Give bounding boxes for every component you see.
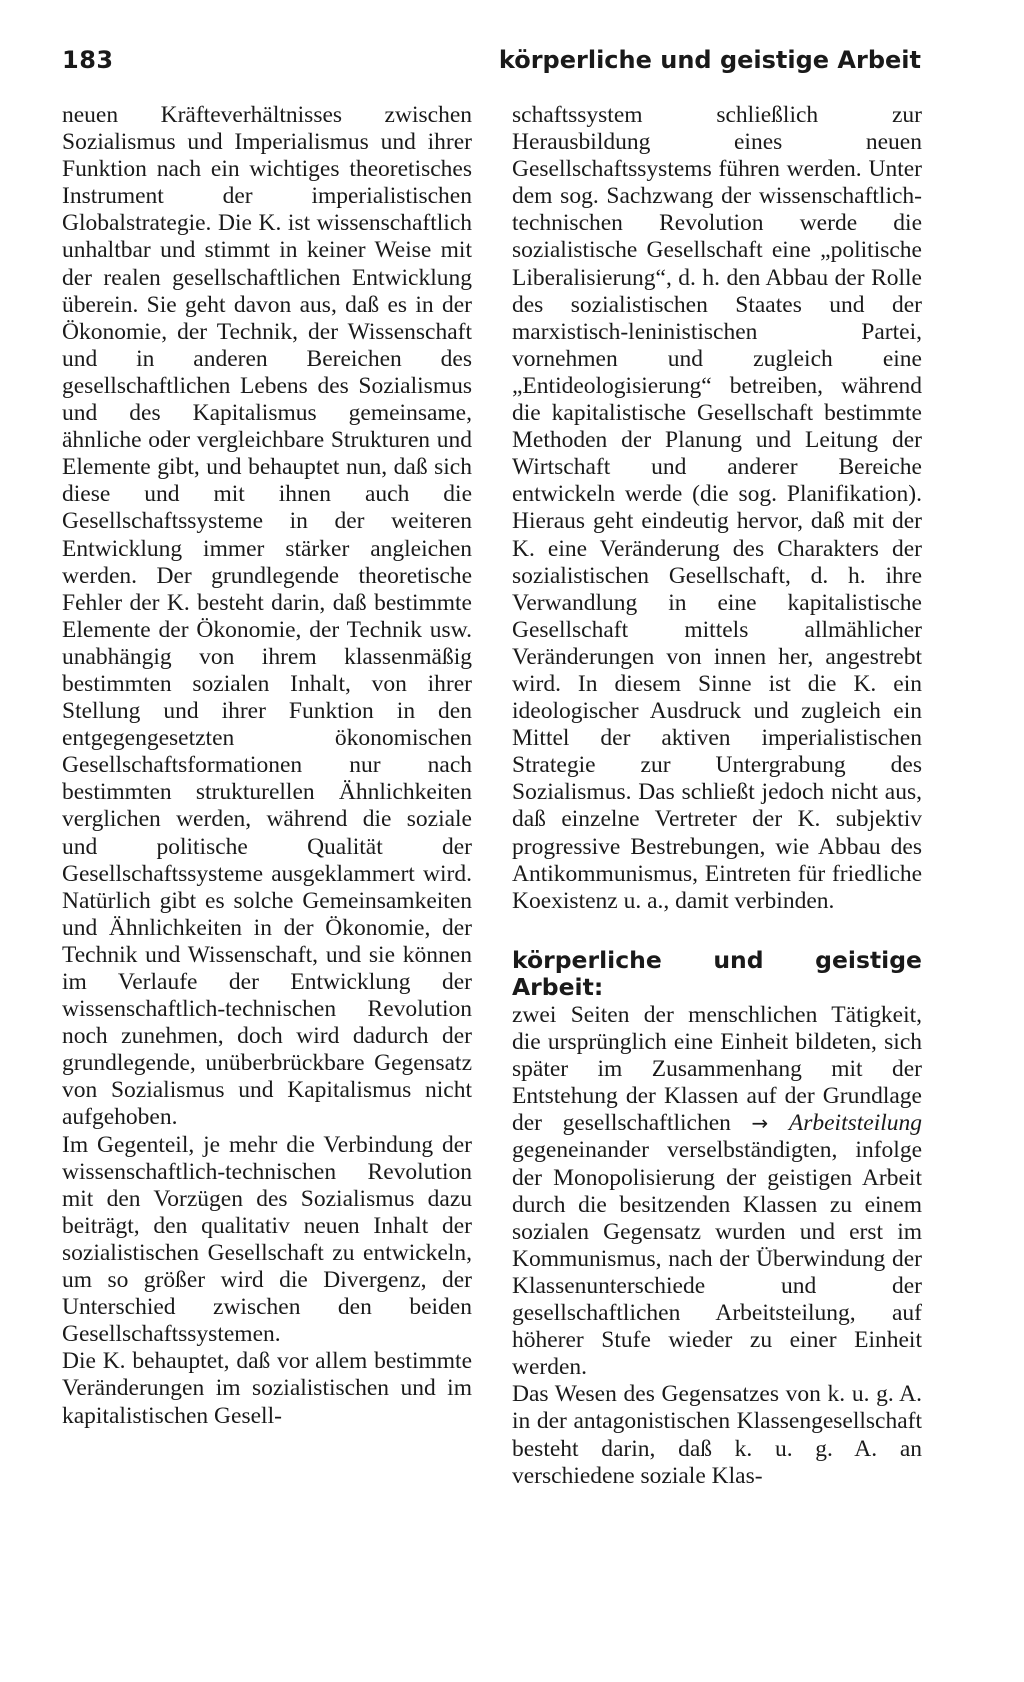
entry-text-after-ref: gegeneinander verselbständigten, infolge der Monopolisierung der geistigen Arbeit durch die besitzenden Klassen zu einem sozialen Gegensatz wurden und erst im Kommunismus, nach der Überwindung der Klassenunterschiede und der gesellschaftlichen Arbeitsteilung, auf höherer Stufe wieder zu einer Einheit werden. xyxy=(512,1137,922,1381)
left-column xyxy=(62,102,472,1430)
page-number: 183 xyxy=(62,46,114,74)
entry-paragraph-1 xyxy=(512,947,922,1382)
entry-spacer xyxy=(512,915,922,947)
entry-text-before-ref: zwei Seiten der menschlichen Tätigkeit, die ursprünglich eine Einheit bildeten, sich später im Zusammenhang mit der Entstehung der Klassen auf der Grundlage der gesellschaftlichen xyxy=(512,1002,922,1137)
right-paragraph-1: schaftssystem schließlich zur Herausbildung eines neuen Gesellschaftssystems führen werden. Unter dem sog. Sachzwang der wissenschaftlich-technischen Revolution werde die sozialistische Gesellschaft eine „politische Liberalisierung“, d. h. den Abbau der Rolle des sozialistischen Staates und der marxistisch-leninistischen Partei, vornehmen und zugleich eine „Entideologisierung“ betreiben, während die kapitalistische Gesellschaft bestimmte Methoden der Planung und Leitung der Wirtschaft und anderer Bereiche entwickeln werde (die sog. Planifikation). Hieraus geht eindeutig hervor, daß mit der K. eine Veränderung des Charakters der sozialistischen Gesellschaft, d. h. ihre Verwandlung in eine kapitalistische Gesellschaft mittels allmählicher Veränderungen von innen her, angestrebt wird. In diesem Sinne ist die K. ein ideologischer Ausdruck und zugleich ein Mittel der aktiven imperialistischen Strategie zur Untergrabung des Sozialismus. Das schließt jedoch nicht aus, daß einzelne Vertreter der K. subjektiv progressive Bestrebungen, wie Abbau des Antikommunismus, Eintreten für friedliche Koexistenz u. a., damit verbinden. xyxy=(512,102,922,914)
dictionary-entry xyxy=(512,947,922,1490)
left-paragraph-2: Im Gegenteil, je mehr die Verbindung der wissenschaftlich-technischen Revolution mit den Vorzügen des Sozialismus dazu beiträgt, den qualitativ neuen Inhalt der sozialistischen Gesellschaft zu entwickeln, um so größer wird die Divergenz, der Unterschied zwischen den beiden Gesellschaftssystemen. xyxy=(62,1131,472,1348)
cross-reference-arrow-icon: → xyxy=(751,1111,769,1136)
entry-headword: körperliche und geistige Arbeit: xyxy=(512,945,922,1001)
left-paragraph-3: Die K. behauptet, daß vor allem bestimmte Veränderungen im sozialistischen und im kapitalistischen Gesell- xyxy=(62,1348,472,1429)
right-column xyxy=(512,102,922,1490)
entry-paragraph-2: Das Wesen des Gegensatzes von k. u. g. A. in der antagonistischen Klassengesellschaft besteht darin, daß k. u. g. A. an verschiedene soziale Klas- xyxy=(512,1381,922,1489)
running-head: körperliche und geistige Arbeit xyxy=(498,46,921,74)
cross-reference-link[interactable]: Arbeitsteilung xyxy=(788,1110,923,1137)
page-header xyxy=(62,46,921,86)
left-paragraph-1: neuen Kräfteverhältnisses zwischen Sozialismus und Imperialismus und ihrer Funktion nach ein wichtiges theoretisches Instrument der imperialistischen Globalstrategie. Die K. ist wissenschaftlich unhaltbar und stimmt in keiner Weise mit der realen gesellschaftlichen Entwicklung überein. Sie geht davon aus, daß es in der Ökonomie, der Technik, der Wissenschaft und in anderen Bereichen des gesellschaftlichen Lebens des Sozialismus und des Kapitalismus gemeinsame, ähnliche oder vergleichbare Strukturen und Elemente gibt, und behauptet nun, daß sich diese und mit ihnen auch die Gesellschaftssysteme in der weiteren Entwicklung immer stärker angleichen werden. Der grundlegende theoretische Fehler der K. besteht darin, daß bestimmte Elemente der Ökonomie, der Technik usw. unabhängig von ihrem klassenmäßig bestimmten sozialen Inhalt, von ihrer Stellung und ihrer Funktion in den entgegengesetzten ökonomischen Gesellschaftsformationen nur nach bestimmten strukturellen Ähnlichkeiten verglichen werden, während die soziale und politische Qualität der Gesellschaftssysteme ausgeklammert wird. Natürlich gibt es solche Gemeinsamkeiten und Ähnlichkeiten in der Ökonomie, der Technik und Wissenschaft, und sie können im Verlaufe der Entwicklung der wissenschaftlich-technischen Revolution noch zunehmen, doch wird dadurch der grundlegende, unüberbrückbare Gegensatz von Sozialismus und Kapitalismus nicht aufgehoben. xyxy=(62,102,472,1131)
